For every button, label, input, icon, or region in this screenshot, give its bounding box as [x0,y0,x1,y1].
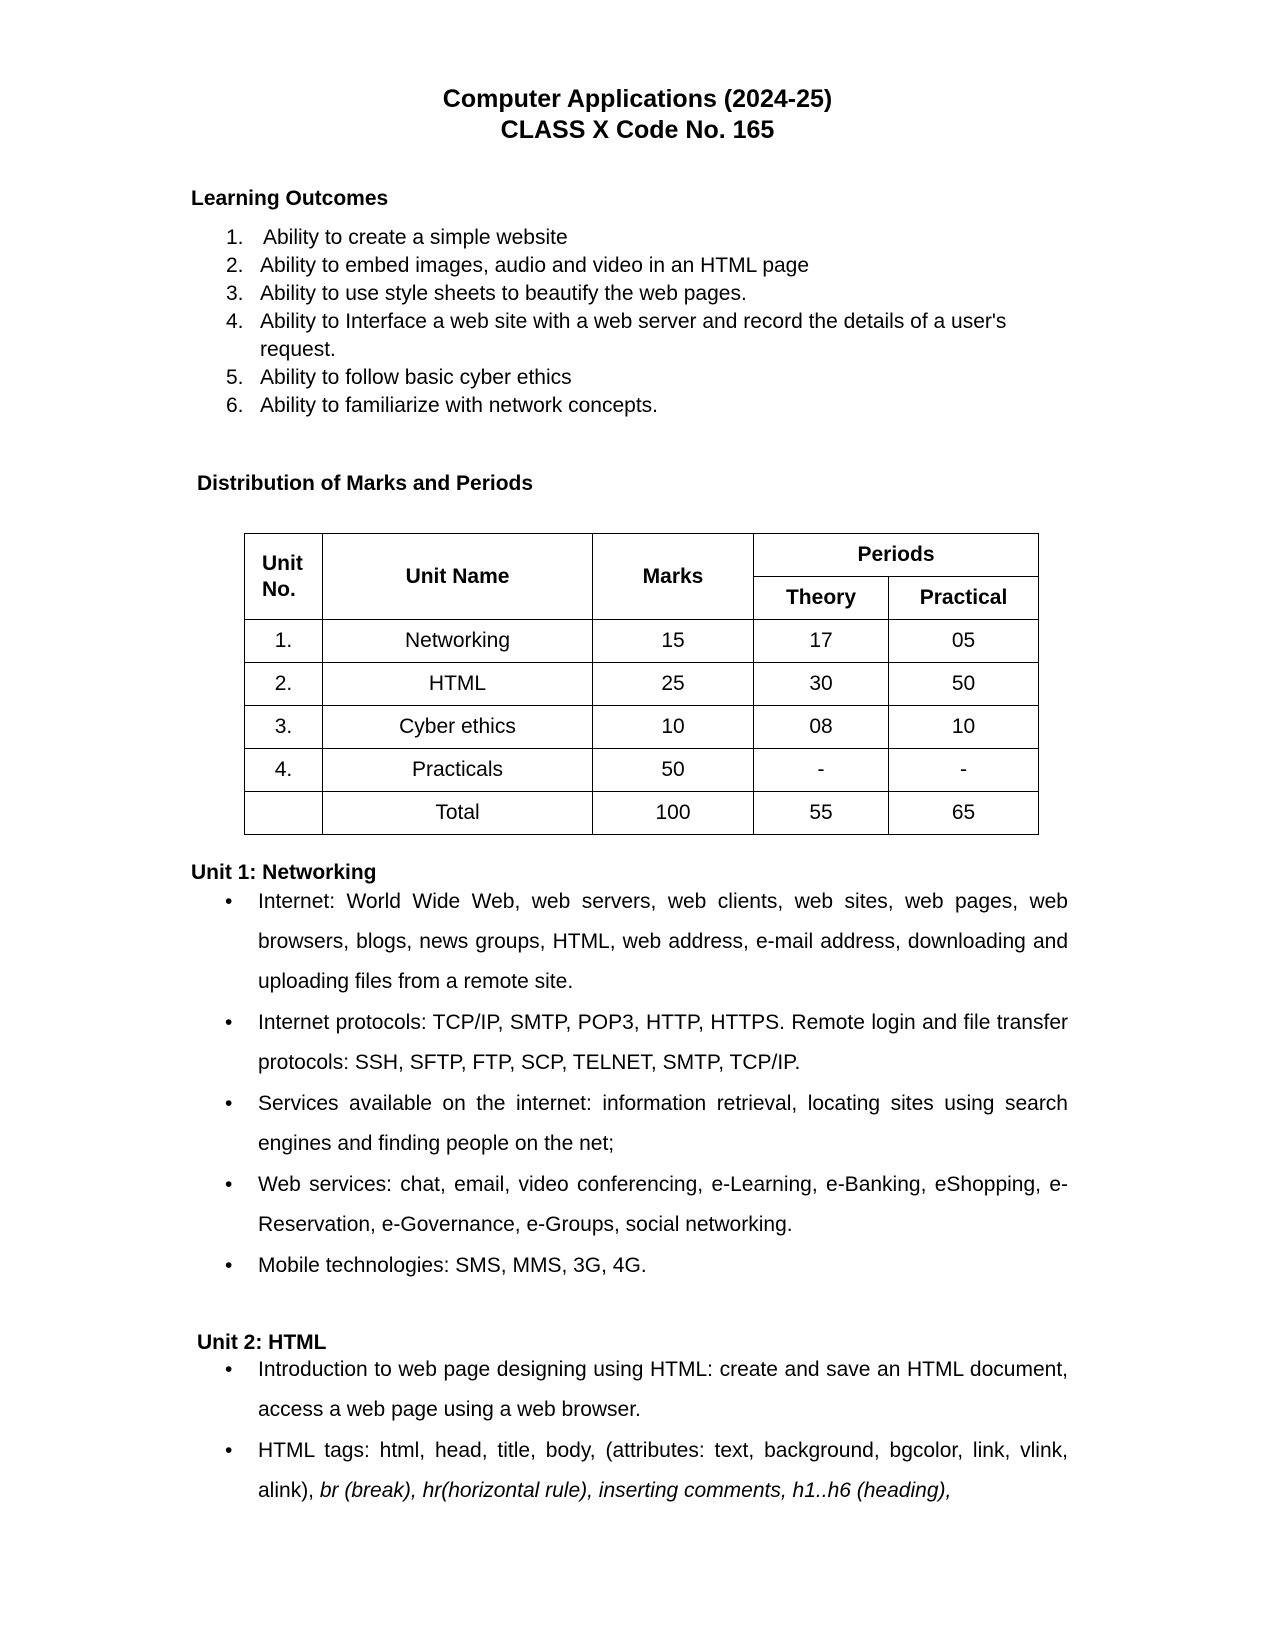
bullet-icon: • [225,1011,233,1034]
list-item: • Introduction to web page designing using HTML: create and save an HTML document, access a web page using a web browser. [258,1350,1068,1430]
cell-unit-no [245,792,323,835]
cell-marks: 25 [593,663,754,706]
cell-practical: 05 [889,620,1039,663]
cell-unit-name: HTML [323,663,593,706]
unit1-list [225,882,1068,1287]
bullet-icon: • [225,1439,233,1462]
cell-total-label: Total [323,792,593,835]
table-total-row [245,792,1039,835]
unit2-list [225,1350,1068,1512]
outcome-item: 3. Ability to use style sheets to beautify the web pages. [226,282,747,305]
cell-total-practical: 65 [889,792,1039,835]
list-item: • HTML tags: html, head, title, body, (attributes: text, background, bgcolor, link, vlink, alink), br (break), hr(horizontal rule), inserting comments, h1..h6 (heading), [258,1431,1068,1511]
list-item: • Mobile technologies: SMS, MMS, 3G, 4G. [258,1246,1068,1286]
cell-marks: 10 [593,706,754,749]
header-theory: Theory [754,577,889,620]
header-practical: Practical [889,577,1039,620]
marks-table [244,533,1039,835]
list-item: • Internet: World Wide Web, web servers, web clients, web sites, web pages, web browsers, blogs, news groups, HTML, web address, e-mail address, downloading and uploading files from a remote site. [258,882,1068,1002]
cell-theory: 17 [754,620,889,663]
cell-total-theory: 55 [754,792,889,835]
outcome-item: 1. Ability to create a simple website [226,226,568,249]
distribution-heading: Distribution of Marks and Periods [197,472,534,495]
outcome-item: 4. Ability to Interface a web site with a web server and record the details of a user's request. [226,310,1007,361]
cell-unit-name: Networking [323,620,593,663]
bullet-icon: • [225,890,233,913]
header-periods: Periods [754,534,1039,577]
cell-theory: - [754,749,889,792]
list-item: • Services available on the internet: information retrieval, locating sites using search engines and finding people on the net; [258,1084,1068,1164]
unit2-heading: Unit 2: HTML [197,1331,327,1354]
bullet-icon: • [225,1092,233,1115]
cell-unit-no: 1. [245,620,323,663]
cell-total-marks: 100 [593,792,754,835]
list-item: • Web services: chat, email, video conferencing, e-Learning, e-Banking, eShopping, e-Reservation, e-Governance, e-Groups, social networking. [258,1165,1068,1245]
title-line-2: CLASS X Code No. 165 [500,116,775,144]
cell-marks: 50 [593,749,754,792]
bullet-icon: • [225,1254,233,1277]
bullet-icon: • [225,1173,233,1196]
cell-unit-no: 3. [245,706,323,749]
unit1-heading: Unit 1: Networking [191,861,377,884]
learning-outcomes-list [226,224,1086,420]
cell-theory: 30 [754,663,889,706]
cell-unit-no: 2. [245,663,323,706]
header-marks: Marks [593,534,754,620]
cell-unit-no: 4. [245,749,323,792]
list-item: • Internet protocols: TCP/IP, SMTP, POP3, HTTP, HTTPS. Remote login and file transfer protocols: SSH, SFTP, FTP, SCP, TELNET, SMTP, TCP/IP. [258,1003,1068,1083]
cell-practical: 10 [889,706,1039,749]
cell-marks: 15 [593,620,754,663]
table-row [245,706,1039,749]
table-row [245,749,1039,792]
cell-practical: 50 [889,663,1039,706]
cell-unit-name: Practicals [323,749,593,792]
outcome-item: 6. Ability to familiarize with network concepts. [226,394,658,417]
table-row [245,663,1039,706]
cell-theory: 08 [754,706,889,749]
cell-unit-name: Cyber ethics [323,706,593,749]
document-title [0,84,1275,146]
header-unit-no: Unit No. [245,534,323,620]
outcome-item: 2. Ability to embed images, audio and video in an HTML page [226,254,810,277]
title-line-1: Computer Applications (2024-25) [442,85,833,113]
bullet-icon: • [225,1358,233,1381]
outcome-item: 5. Ability to follow basic cyber ethics [226,366,572,389]
header-unit-name: Unit Name [323,534,593,620]
learning-outcomes-heading: Learning Outcomes [191,187,389,210]
table-row [245,620,1039,663]
italic-tags: br (break), hr(horizontal rule), inserting comments, h1..h6 (heading), [319,1479,952,1502]
cell-practical: - [889,749,1039,792]
